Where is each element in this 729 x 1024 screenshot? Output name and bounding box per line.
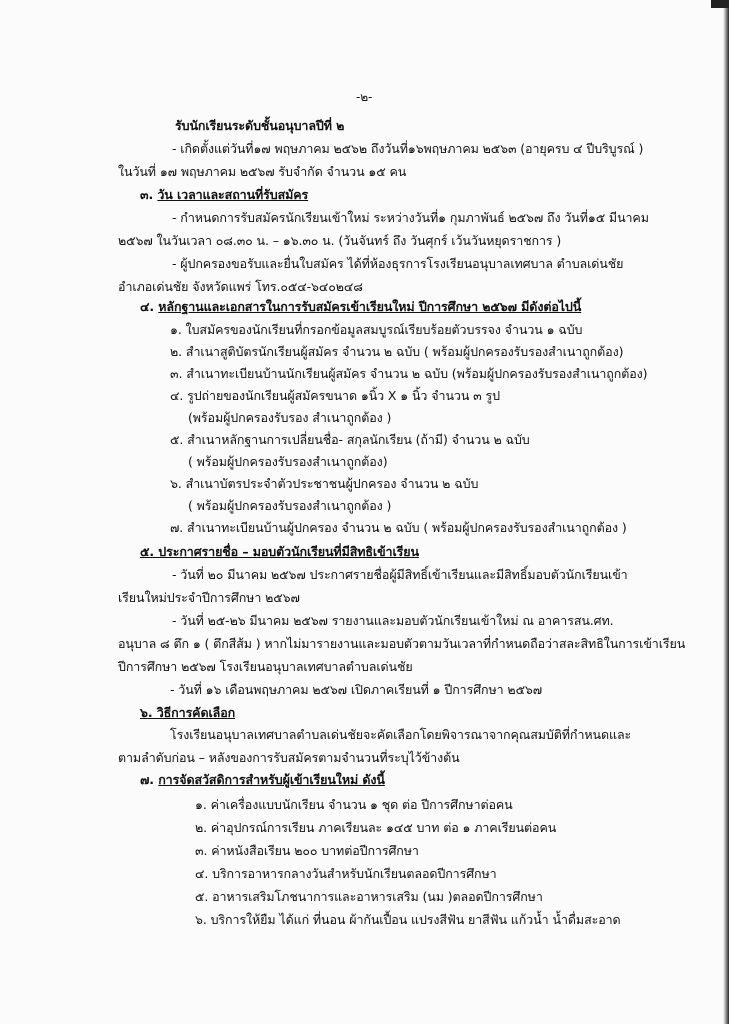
section7-heading-text: การจัดสวัสดิการสำหรับผู้เข้าเรียนใหม่ ดังนี้ <box>158 772 385 787</box>
section5-heading: ๕. ประกาศรายชื่อ – มอบตัวนักเรียนที่มีสิทธิเข้าเรียน <box>140 544 419 559</box>
section4-item-5: ๕. สำเนาหลักฐานการเปลี่ยนชื่อ- สกุลนักเรียน (ถ้ามี) จำนวน ๒ ฉบับ <box>170 432 530 447</box>
section4-item-5-note: ( พร้อมผู้ปกครองรับรองสำเนาถูกต้อง) <box>188 454 388 469</box>
section6-heading: ๖. วิธีการคัดเลือก <box>140 705 236 720</box>
section3-heading <box>140 187 308 203</box>
section4-heading <box>140 299 581 315</box>
section4-item-4: ๔. รูปถ่ายของนักเรียนผู้สมัครขนาด ๑นิ้ว X ๑ นิ้ว จำนวน ๓ รูป <box>170 388 500 403</box>
section7-item-3: ๓. ค่าหนังสือเรียน ๒๐๐ บาทต่อปีการศึกษา <box>195 843 419 858</box>
page-number: -๒- <box>356 90 373 104</box>
section-kg2-line1: - เกิดตั้งแต่วันที่๑๗ พฤษภาคม ๒๕๖๒ ถึงวันที่๑๖พฤษภาคม ๒๕๖๓ (อายุครบ ๔ ปีบริบูรณ์ ) <box>172 141 644 156</box>
section-kg2-title: รับนักเรียนระดับชั้นอนุบาลปีที่ ๒ <box>175 118 345 133</box>
section4-item-6-note: ( พร้อมผู้ปกครองรับรองสำเนาถูกต้อง ) <box>188 498 392 513</box>
section7-item-5: ๕. อาหารเสริมโภชนาการและอาหารเสริม (นม )ตลอดปีการศึกษา <box>195 889 543 904</box>
section5-p2-line1: - วันที่ ๒๕-๒๖ มีนาคม ๒๕๖๗ รายงานและมอบตัวนักเรียนเข้าใหม่ ณ อาคารสน.ศท. <box>172 613 614 628</box>
section5-p3: - วันที่ ๑๖ เดือนพฤษภาคม ๒๕๖๗ เปิดภาคเรียนที่ ๑ ปีการศึกษา ๒๕๖๗ <box>170 682 543 697</box>
section7-item-1: ๑. ค่าเครื่องแบบนักเรียน จำนวน ๑ ชุด ต่อ ปีการศึกษาต่อคน <box>195 797 513 812</box>
section4-item-1: ๑. ใบสมัครของนักเรียนที่กรอกข้อมูลสมบูรณ์เรียบร้อยตัวบรรจง จำนวน ๑ ฉบับ <box>170 322 583 337</box>
section5-p2-line3: ปีการศึกษา ๒๕๖๗ โรงเรียนอนุบาลเทศบาลตำบลเด่นชัย <box>118 659 413 674</box>
section3-p1-line2: ๒๕๖๗ ในวันเวลา ๐๘.๓๐ น. – ๑๖.๓๐ น. (วันจันทร์ ถึง วันศุกร์ เว้นวันหยุดราชการ ) <box>118 233 562 248</box>
section5-p2-line2: อนุบาล ๘ ตึก ๑ ( ตึกสีส้ม ) หากไม่มารายงานและมอบตัวตามวันเวลาที่กำหนดถือว่าสละสิทธิในการเข้าเรียน <box>118 636 686 651</box>
section6-line1: โรงเรียนอนุบาลเทศบาลตำบลเด่นชัยจะคัดเลือกโดยพิจารณาจากคุณสมบัติที่กำหนดและ <box>170 727 632 742</box>
section3-heading-text: วัน เวลาและสถานที่รับสมัคร <box>157 187 309 202</box>
section7-item-6: ๖. บริการให้ยืม ได้แก่ ที่นอน ผ้ากันเปื้อน แปรงสีฟัน ยาสีฟัน แก้วน้ำ น้ำดื่มสะอาด <box>195 912 621 927</box>
section7-item-2: ๒. ค่าอุปกรณ์การเรียน ภาคเรียนละ ๑๔๕ บาท ต่อ ๑ ภาคเรียนต่อคน <box>195 820 557 835</box>
section4-item-6: ๖. สำเนาบัตรประจำตัวประชาชนผู้ปกครอง จำนวน ๒ ฉบับ <box>170 476 479 491</box>
section7-item-4: ๔. บริการอาหารกลางวันสำหรับนักเรียนตลอดปีการศึกษา <box>195 866 497 881</box>
section5-p1-line2: เรียนใหม่ประจำปีการศึกษา ๒๕๖๗ <box>118 590 300 605</box>
section4-heading-number: ๔. <box>140 299 155 314</box>
section4-item-7: ๗. สำเนาทะเบียนบ้านผู้ปกครอง จำนวน ๒ ฉบับ ( พร้อมผู้ปกครองรับรองสำเนาถูกต้อง ) <box>170 520 627 535</box>
section-kg2-line2: ในวันที่ ๑๗ พฤษภาคม ๒๕๖๗ รับจำกัด จำนวน ๑๕ คน <box>118 164 407 179</box>
section4-heading-text: หลักฐานและเอกสารในการรับสมัครเข้าเรียนใหม่ ปีการศึกษา ๒๕๖๗ มีดังต่อไปนี้ <box>158 299 582 314</box>
section3-p1-line1: - กำหนดการรับสมัครนักเรียนเข้าใหม่ ระหว่างวันที่๑ กุมภาพันธ์ ๒๕๖๗ ถึง วันที่๑๕ มีนาคม <box>172 210 649 225</box>
section7-heading-number: ๗. <box>140 772 154 787</box>
section3-heading-number: ๓. <box>140 187 154 202</box>
scan-edge-shadow <box>723 0 729 1024</box>
scan-corner-mark <box>711 0 729 8</box>
section4-item-2: ๒. สำเนาสูติบัตรนักเรียนผู้สมัคร จำนวน ๒ ฉบับ ( พร้อมผู้ปกครองรับรองสำเนาถูกต้อง) <box>170 344 624 359</box>
section6-line2: ตามลำดับก่อน – หลังของการรับสมัครตามจำนวนที่ระบุไว้ข้างต้น <box>118 750 460 765</box>
section7-heading <box>140 772 385 788</box>
section4-item-3: ๓. สำเนาทะเบียนบ้านนักเรียนผู้สมัคร จำนวน ๒ ฉบับ (พร้อมผู้ปกครองรับรองสำเนาถูกต้อง) <box>170 366 648 381</box>
section4-item-4-note: (พร้อมผู้ปกครองรับรอง สำเนาถูกต้อง ) <box>188 410 392 425</box>
section3-p2-line2: อำเภอเด่นชัย จังหวัดแพร่ โทร.๐๕๔-๖๔๐๒๔๘ <box>118 279 363 294</box>
section3-p2-line1: - ผู้ปกครองขอรับและยื่นใบสมัคร ได้ที่ห้องธุรการโรงเรียนอนุบาลเทศบาล ตำบลเด่นชัย <box>172 256 624 271</box>
section5-p1-line1: - วันที่ ๒๐ มีนาคม ๒๕๖๗ ประกาศรายชื่อผู้มีสิทธิ์เข้าเรียนและมีสิทธิ์มอบตัวนักเรียนเข้า <box>172 567 628 582</box>
